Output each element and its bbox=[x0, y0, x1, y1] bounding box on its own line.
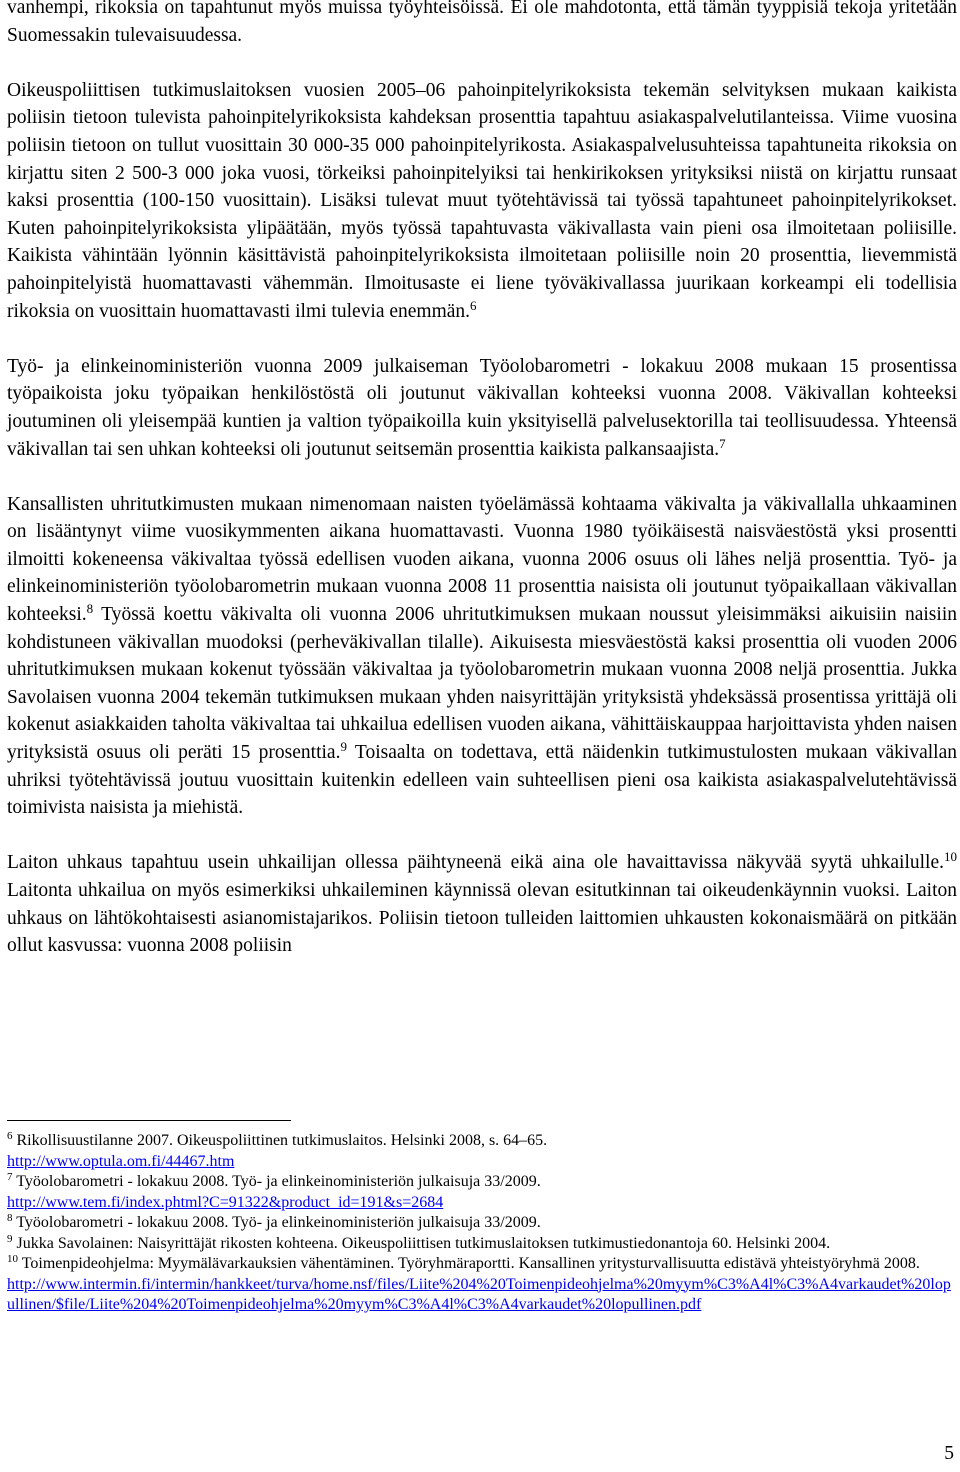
footnote-7 bbox=[7, 1172, 955, 1193]
footnote-ref-8[interactable]: 8 bbox=[86, 600, 94, 616]
footnote-number: 7 bbox=[7, 1170, 13, 1183]
footnote-number: 10 bbox=[7, 1252, 18, 1265]
footnote-separator bbox=[7, 1120, 291, 1121]
paragraph-1: vanhempi, rikoksia on tapahtunut myös muissa työyhteisöissä. Ei ole mahdotonta, että tämän tyyppisiä tekoja yritetään Suomessakin tulevaisuudessa. bbox=[7, 0, 957, 46]
footnote-7-link[interactable]: http://www.tem.fi/index.phtml?C=91322&product_id=191&s=2684 bbox=[7, 1193, 444, 1211]
footnote-7-link-line bbox=[7, 1193, 955, 1214]
footnote-text: Työolobarometri - lokakuu 2008. Työ- ja elinkeinoministeriön julkaisuja 33/2009. bbox=[12, 1214, 541, 1231]
footnote-ref-9[interactable]: 9 bbox=[340, 738, 347, 754]
footnote-ref-6[interactable]: 6 bbox=[470, 297, 477, 313]
paragraph-4 bbox=[7, 491, 957, 822]
footnote-number: 8 bbox=[7, 1211, 13, 1224]
paragraph-3-text: Työ- ja elinkeinoministeriön vuonna 2009 julkaiseman Työolobarometri - lokakuu 2008 mukaan 15 prosentissa työpaikoista joku työpaikan henkilöstöstä oli joutunut väkivallan kohteeksi vuonna 2008. Väkivallan kohteeksi joutuminen oli yleisempää kuntien ja valtion työpaikoilla kuin yksityisellä palvelusektorilla tai teollisuudessa. Yhteensä väkivallan tai sen uhkan kohteeksi oli joutunut seitsemän prosenttia kaikista palkansaajista. bbox=[7, 355, 957, 460]
paragraph-5-text-a: Laiton uhkaus tapahtuu usein uhkailijan ollessa päihtyneenä eikä aina ole havaittavissa näkyvää syytä uhkailulle. bbox=[7, 852, 944, 874]
footnote-6-link[interactable]: http://www.optula.om.fi/44467.htm bbox=[7, 1152, 235, 1170]
footnote-text: Jukka Savolainen: Naisyrittäjät rikosten kohteena. Oikeuspoliittisen tutkimuslaitoksen tutkimustiedonantoja 60. Helsinki 2004. bbox=[12, 1234, 831, 1252]
footnote-8 bbox=[7, 1213, 955, 1234]
footnote-number: 6 bbox=[7, 1129, 13, 1142]
paragraph-4-text-a: Kansallisten uhritutkimusten mukaan nimenomaan naisten työelämässä kohtaama väkivalta ja väkivallalla uhkaaminen on lisääntynyt viime vuosikymmenten aikana huomattavasti. Vuonna 1980 työikäisestä naisväestöstä yksi prosentti ilmoitti kokeneensa väkivaltaa työssä edellisen vuoden aikana, vuonna 2006 osuus oli lähes neljä prosenttia. Työ- ja elinkeinoministeriön työolobarometrin mukaan vuonna 2008 11 prosenttia naisista oli joutunut työpaikallaan väkivallan kohteeksi. bbox=[7, 493, 957, 626]
paragraph-2-text: Oikeuspoliittisen tutkimuslaitoksen vuosien 2005–06 pahoinpitelyrikoksista tekemän selvityksen mukaan kaikista poliisin tietoon tulevista pahoinpitelyrikoksista kahdeksan prosenttia tapahtuu asiakaspalvelutilanteissa. Viime vuosina poliisin tietoon on tullut vuosittain 30 000-35 000 pahoinpitelyrikosta. Asiakaspalvelusuhteissa tapahtuneita rikoksia on kirjattu siten 2 500-3 000 joka vuosi, törkeiksi pahoinpitelyiksi tai henkirikoksen yrityksiksi niistä on kirjattu runsaat kaksi prosenttia (100-150 vuosittain). Lisäksi tulevat muut työtehtävissä tai työssä tapahtuneet pahoinpitelyrikokset. Kuten pahoinpitelyrikoksista ylipäätään, myös työssä tapahtuvasta väkivallasta vain pieni osa ilmoitetaan poliisille. Kaikista vähintään lyönnin käsittävistä pahoinpitelyrikoksista ilmoitetaan poliisille noin 20 prosenttia, lievemmistä pahoinpitelyistä huomattavasti vähemmän. Ilmoitusaste ei liene työväkivallassa juurikaan korkeampi eli todellisia rikoksia on vuosittain huomattavasti ilmi tulevia enemmän. bbox=[7, 79, 957, 322]
footnotes bbox=[7, 1131, 955, 1316]
footnote-ref-7[interactable]: 7 bbox=[719, 435, 726, 451]
paragraph-4-text-c: Toisaalta on todettava, että näidenkin tutkimustulosten mukaan väkivallan uhriksi työtehtävissä joutuu vuosittain kuitenkin edelleen vain suhteellisen pieni osa kaikista asiakaspalvelutehtävissä toimivista naisista ja miehistä. bbox=[7, 742, 957, 819]
footnote-10 bbox=[7, 1254, 955, 1275]
paragraph-3 bbox=[7, 353, 957, 463]
footnote-10-link-line bbox=[7, 1275, 955, 1316]
footnote-text: Toimenpideohjelma: Myymälävarkauksien vähentäminen. Työryhmäraportti. Kansallinen yritysturvallisuutta edistävä yhteistyöryhmä 2008. bbox=[18, 1255, 920, 1272]
document-body bbox=[7, 0, 957, 987]
footnote-6 bbox=[7, 1131, 955, 1152]
paragraph-5-text-b: Laitonta uhkailua on myös esimerkiksi uhkaileminen käynnissä olevan esitutkinnan tai oikeudenkäynnin vuoksi. Laiton uhkaus on lähtökohtaisesti asianomistajarikos. Poliisin tietoon tulleiden laittomien uhkausten kokonaismäärä on pitkään ollut kasvussa: vuonna 2008 poliisin bbox=[7, 880, 957, 957]
page-number: 5 bbox=[944, 1443, 954, 1464]
paragraph-5 bbox=[7, 849, 957, 959]
footnote-number: 9 bbox=[7, 1232, 13, 1245]
paragraph-2 bbox=[7, 77, 957, 325]
footnote-text: Työolobarometri - lokakuu 2008. Työ- ja elinkeinoministeriön julkaisuja 33/2009. bbox=[12, 1173, 541, 1190]
footnote-10-link[interactable]: http://www.intermin.fi/intermin/hankkeet/turva/home.nsf/files/Liite%204%20Toimenpideohjelma%20myym%C3%A4l%C3%A4varkaudet%20lopullinen/$file/Liite%204%20Toimenpideohjelma%20myym%C3%A4l%C3%A4varkaudet%20lopullinen.pdf bbox=[7, 1275, 951, 1313]
footnote-9 bbox=[7, 1234, 955, 1255]
paragraph-4-text-b: Työssä koettu väkivalta oli vuonna 2006 uhritutkimuksen mukaan noussut yleisimmäksi aikuisiin naisiin kohdistuneen väkivallan muodoksi (perheväkivallan tilalle). Aikuisesta miesväestöstä kaksi prosenttia oli vuoden 2006 uhritutkimuksen mukaan kokenut työssään väkivaltaa ja työolobarometrin mukaan vuonna 2008 neljä prosenttia. Jukka Savolaisen vuonna 2004 tekemän tutkimuksen mukaan yhden naisyrittäjän yrityksistä yhdeksässä prosentissa yrittäjä oli kokenut asiakkaiden taholta väkivaltaa tai uhkailua edellisen vuoden aikana, vähittäiskauppaa harjoittavista yhden naisen yrityksistä osuus oli peräti 15 prosenttia. bbox=[7, 604, 957, 764]
footnote-6-link-line bbox=[7, 1152, 955, 1173]
footnote-text: Rikollisuustilanne 2007. Oikeuspoliittinen tutkimuslaitos. Helsinki 2008, s. 64–65. bbox=[12, 1132, 548, 1149]
footnote-ref-10[interactable]: 10 bbox=[944, 849, 957, 865]
